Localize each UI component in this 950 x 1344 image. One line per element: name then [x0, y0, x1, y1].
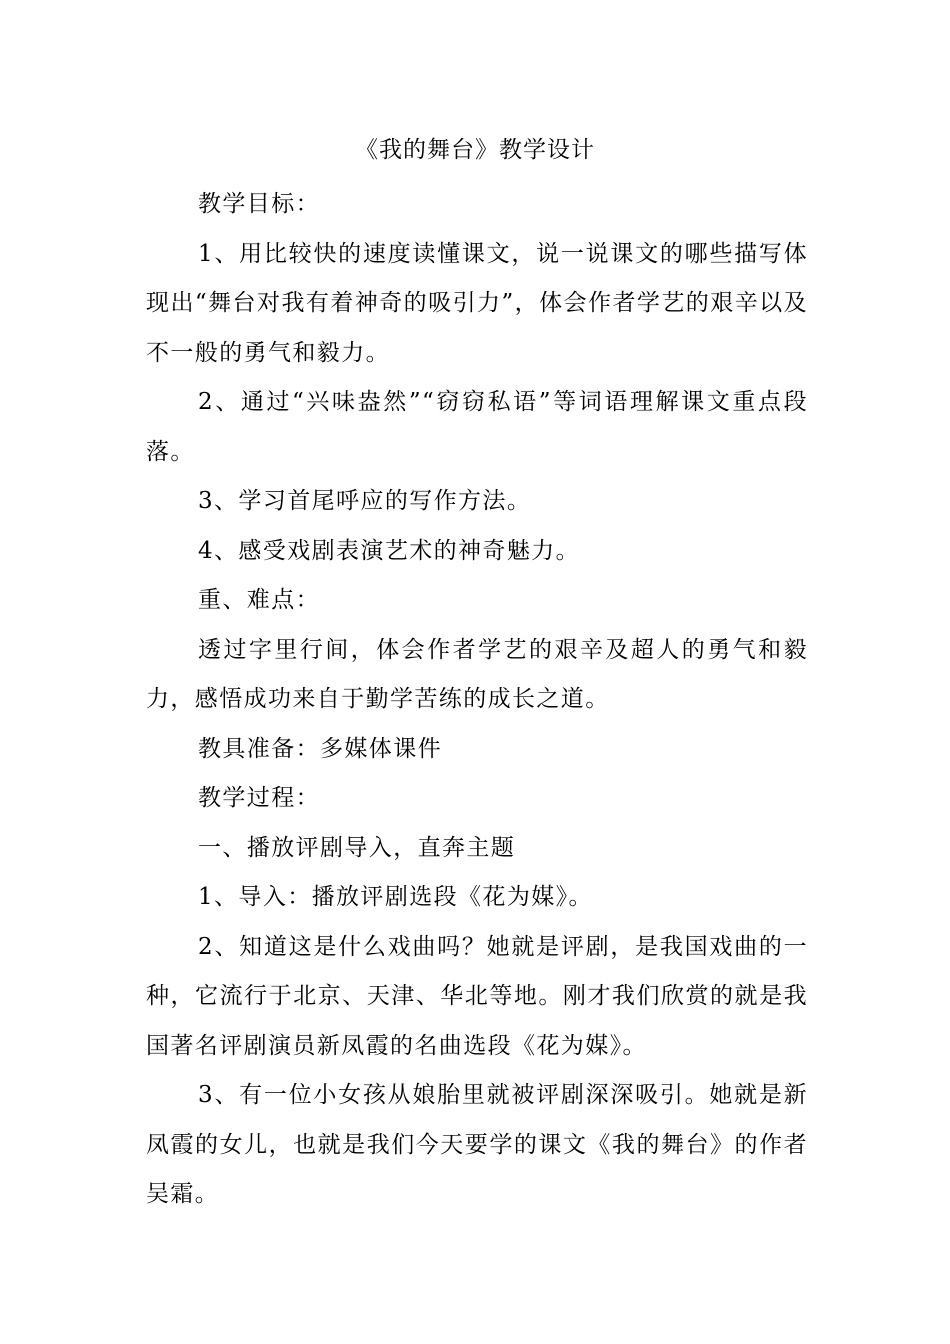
- key-points-text: 透过字里行间，体会作者学艺的艰辛及超人的勇气和毅力，感悟成功来自于勤学苦练的成长之道。: [146, 636, 808, 712]
- process-item-1: 1、导入：播放评剧选段《花为媒》。: [198, 884, 593, 910]
- process-step-heading-1: 一、播放评剧导入，直奔主题: [198, 834, 516, 861]
- objective-item-3: 3、学习首尾呼应的写作方法。: [198, 488, 532, 514]
- process-item-2: 2、知道这是什么戏曲吗？她就是评剧，是我国戏曲的一种，它流行于北京、天津、华北等地。刚才我们欣赏的就是我国著名评剧演员新凤霞的名曲选段《花为媒》。: [146, 933, 808, 1059]
- section-heading-key-points: 重、难点：: [198, 587, 320, 613]
- objective-item-2: 2、通过“兴味盎然”“窃窃私语”等词语理解课文重点段落。: [146, 389, 808, 465]
- document-body: [146, 180, 808, 1220]
- process-item-3: 3、有一位小女孩从娘胎里就被评剧深深吸引。她就是新凤霞的女儿，也就是我们今天要学的课文《我的舞台》的作者吴霜。: [146, 1082, 808, 1207]
- document-title: 《我的舞台》教学设计: [355, 137, 595, 163]
- teaching-aids: 教具准备：多媒体课件: [198, 735, 442, 762]
- objective-item-1: 1、用比较快的速度读懂课文，说一说课文的哪些描写体现出“舞台对我有着神奇的吸引力”，体会作者学艺的艰辛以及不一般的勇气和毅力。: [146, 240, 808, 366]
- objective-item-4: 4、感受戏剧表演艺术的神奇魅力。: [198, 537, 581, 564]
- section-heading-process: 教学过程：: [198, 785, 320, 811]
- section-heading-objectives: 教学目标：: [198, 191, 320, 217]
